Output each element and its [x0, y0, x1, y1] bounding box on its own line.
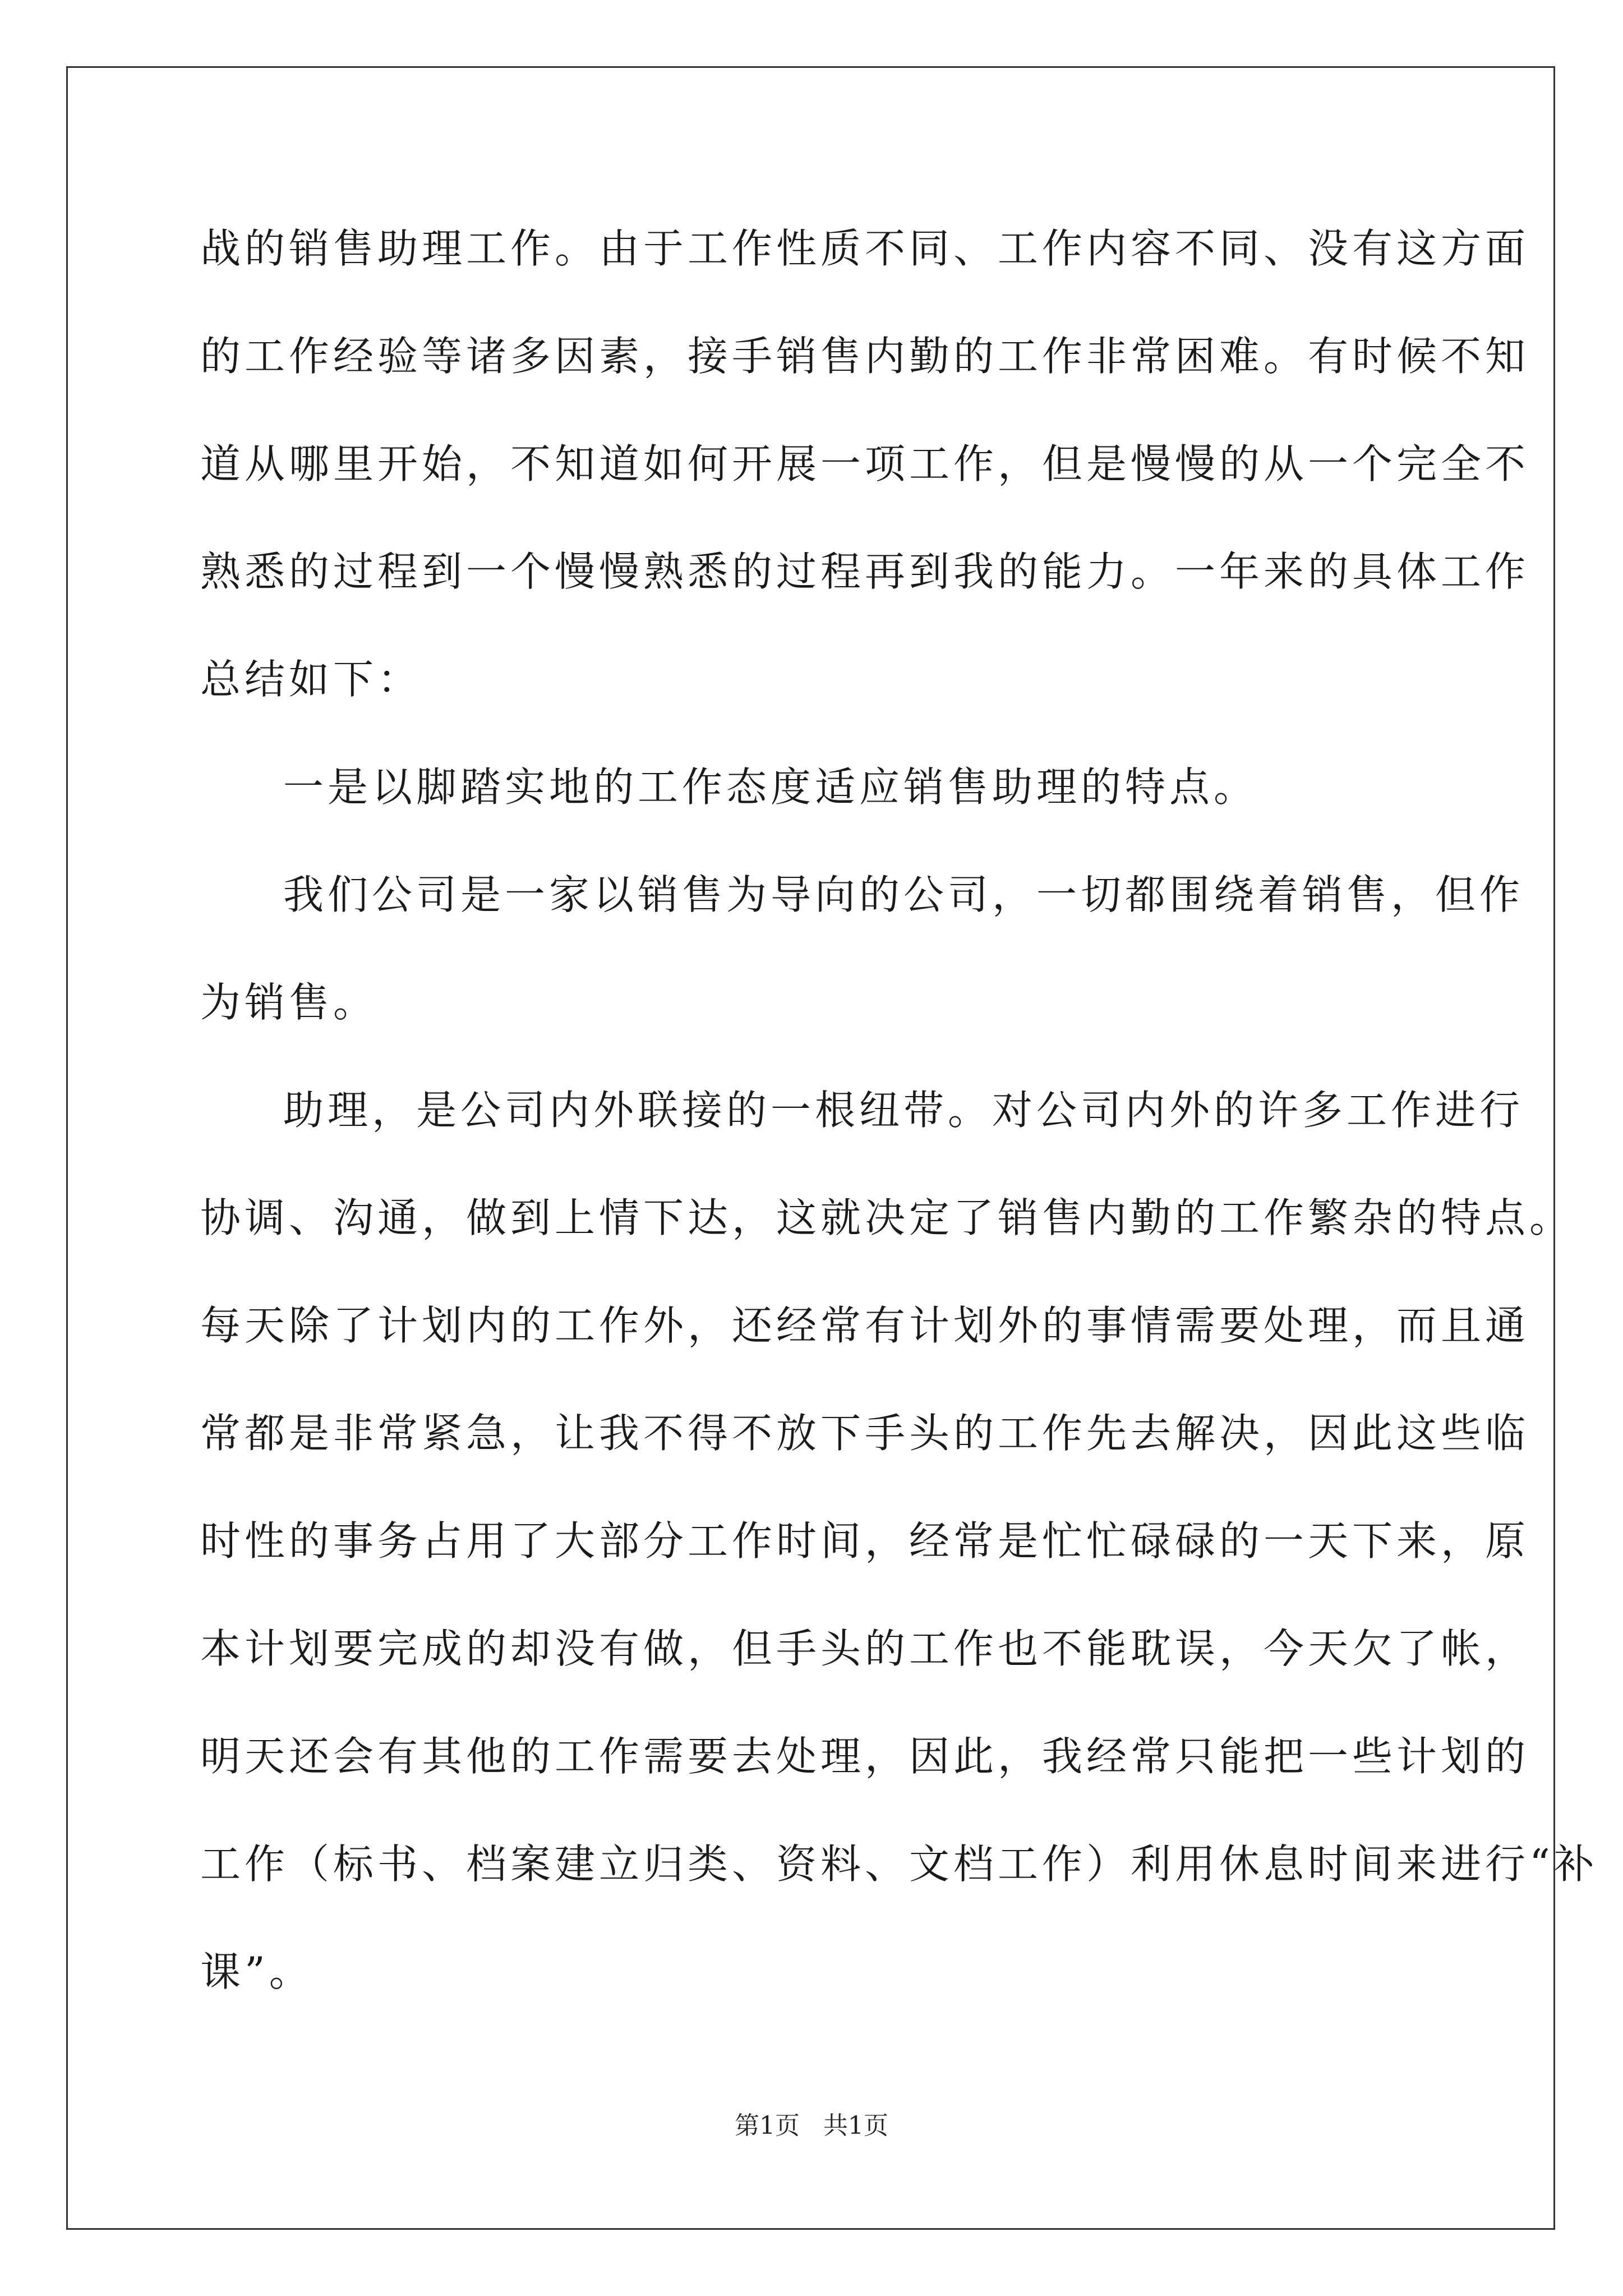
- text-line: 道从哪里开始，不知道如何开展一项工作，但是慢慢的从一个完全不: [200, 440, 1530, 487]
- text-line: 协调、沟通，做到上情下达，这就决定了销售内勤的工作繁杂的特点。: [200, 1194, 1574, 1241]
- text-line: 工作（标书、档案建立归类、资料、文档工作）利用休息时间来进行“补: [200, 1841, 1598, 1888]
- text-line: 本计划要完成的却没有做，但手头的工作也不能耽误，今天欠了帐，: [200, 1625, 1530, 1672]
- text-line: 为销售。: [200, 979, 378, 1026]
- text-line: 的工作经验等诸多因素，接手销售内勤的工作非常困难。有时候不知: [200, 333, 1530, 380]
- text-line: 总结如下：: [200, 656, 422, 703]
- text-line: 熟悉的过程到一个慢慢熟悉的过程再到我的能力。一年来的具体工作: [200, 548, 1530, 595]
- section-heading: 一是以脚踏实地的工作态度适应销售助理的特点。: [283, 763, 1258, 811]
- text-line: 明天还会有其他的工作需要去处理，因此，我经常只能把一些计划的: [200, 1733, 1530, 1780]
- text-line: 时性的事务占用了大部分工作时间，经常是忙忙碌碌的一天下来，原: [200, 1517, 1530, 1565]
- paragraph-start-line: 我们公司是一家以销售为导向的公司，一切都围绕着销售，但作: [283, 871, 1524, 918]
- document-body: [200, 217, 1598, 2048]
- text-line: 常都是非常紧急，让我不得不放下手头的工作先去解决，因此这些临: [200, 1410, 1530, 1457]
- text-line: 每天除了计划内的工作外，还经常有计划外的事情需要处理，而且通: [200, 1302, 1530, 1349]
- text-line: 课”。: [200, 1948, 313, 1995]
- page-footer: 第1页 共1页: [735, 2111, 888, 2140]
- text-line: 战的销售助理工作。由于工作性质不同、工作内容不同、没有这方面: [200, 225, 1530, 272]
- paragraph-start-line: 助理，是公司内外联接的一根纽带。对公司内外的许多工作进行: [283, 1087, 1524, 1134]
